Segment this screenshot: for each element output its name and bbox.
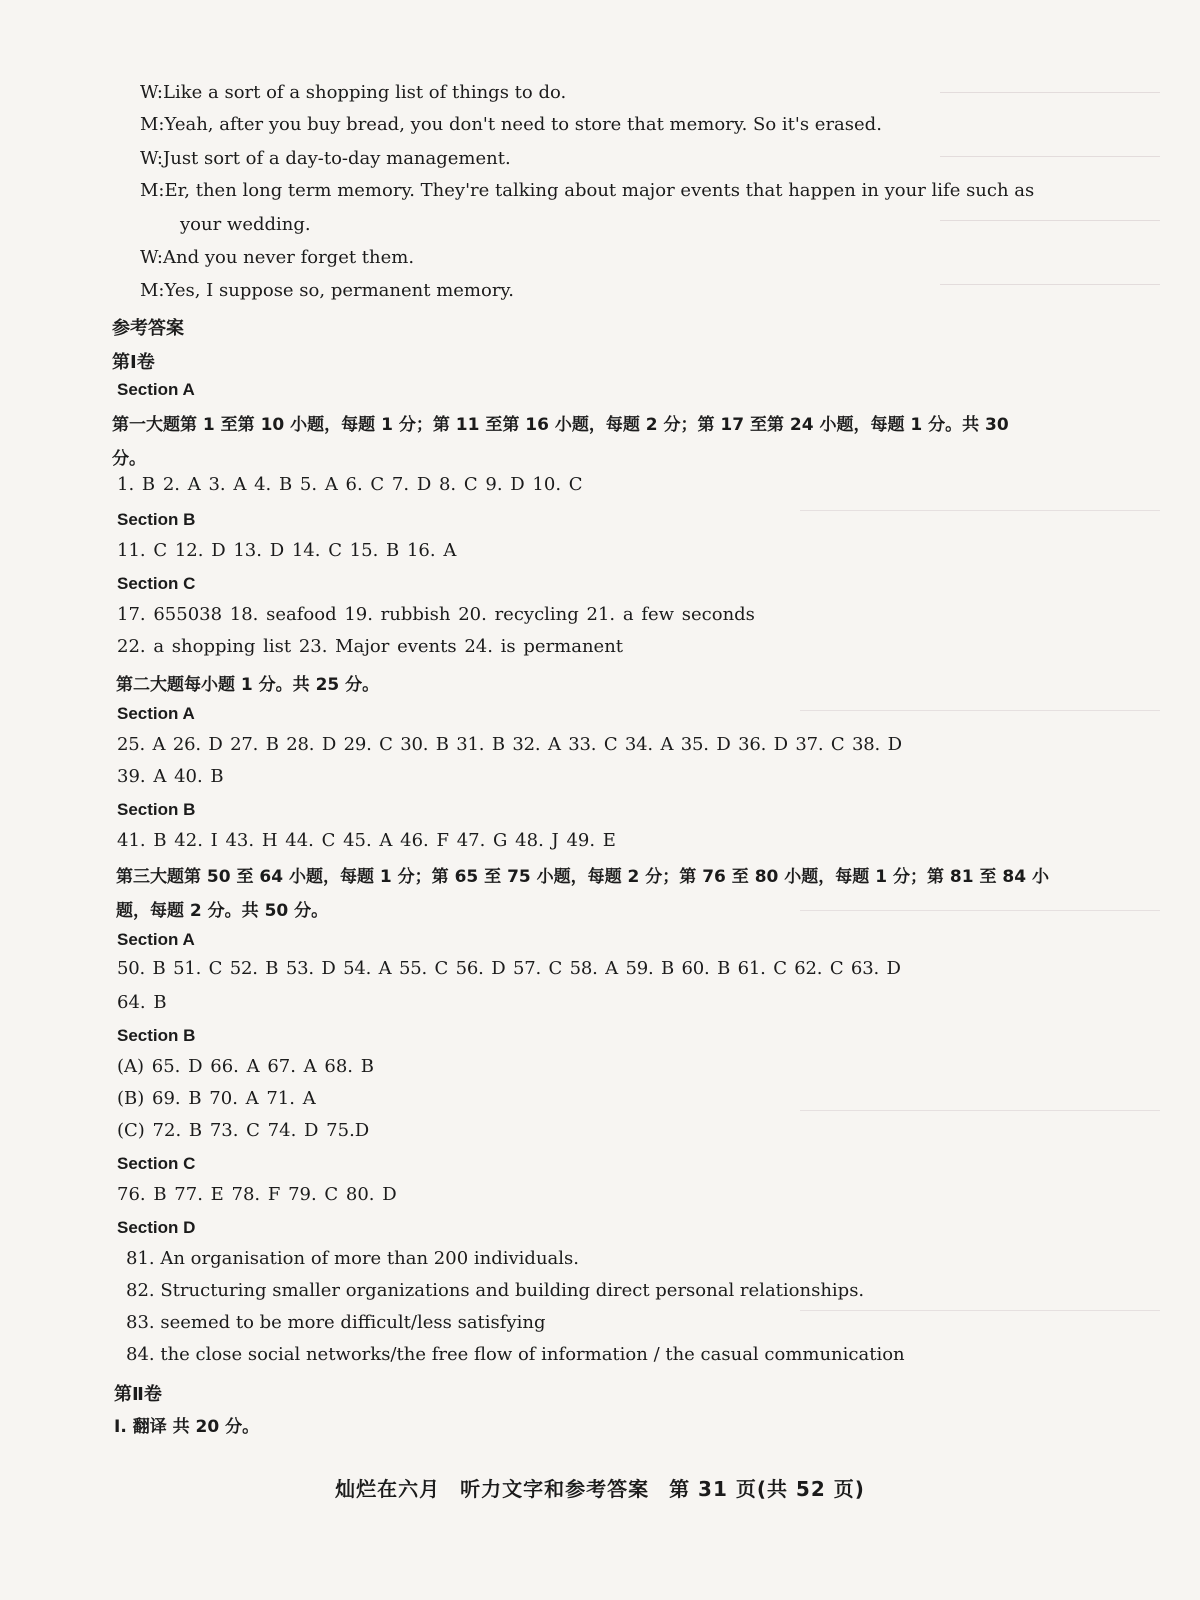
- answer-row: 76. B 77. E 78. F 79. C 80. D: [117, 1184, 397, 1205]
- page-footer: [0, 1473, 1200, 1502]
- dialogue-text: Yeah, after you buy bread, you don't need to store that memory. So it's erased.: [164, 114, 882, 135]
- section-heading: Section A: [117, 380, 195, 399]
- answer-row: 25. A 26. D 27. B 28. D 29. C 30. B 31. B 32. A 33. C 34. A 35. D 36. D 37. C 38. D: [117, 734, 902, 755]
- answer-row: 50. B 51. C 52. B 53. D 54. A 55. C 56. D 57. C 58. A 59. B 60. B 61. C 62. C 63. D: [117, 958, 901, 979]
- part-2-title: 第Ⅱ卷: [114, 1384, 162, 1405]
- section-heading: Section B: [117, 800, 196, 819]
- answer-row: (B) 69. B 70. A 71. A: [117, 1088, 316, 1109]
- answer-row: 22. a shopping list 23. Major events 24. is permanent: [117, 636, 624, 657]
- dialogue-text: Just sort of a day-to-day management.: [163, 148, 511, 169]
- answer-row: 11. C 12. D 13. D 14. C 15. B 16. A: [117, 540, 457, 561]
- dialogue-text: Like a sort of a shopping list of things to do.: [163, 82, 567, 103]
- scoring-note: 第一大题第 1 至第 10 小题，每题 1 分；第 11 至第 16 小题，每题 2 分；第 17 至第 24 小题，每题 1 分。共 30: [112, 415, 1009, 435]
- dialogue-line: [140, 148, 511, 169]
- answer-row: 83. seemed to be more difficult/less satisfying: [126, 1312, 546, 1333]
- answer-row: 64. B: [117, 992, 167, 1013]
- speaker-label: W:: [140, 82, 164, 103]
- answers-heading: 参考答案: [112, 318, 184, 339]
- footer-section: 听力文字和参考答案: [460, 1477, 650, 1501]
- answer-row: 17. 655038 18. seafood 19. rubbish 20. recycling 21. a few seconds: [117, 604, 755, 625]
- section-heading: Section B: [117, 1026, 196, 1045]
- footer-book-title: 灿烂在六月: [335, 1477, 441, 1501]
- dialogue-text: your wedding.: [180, 214, 311, 235]
- dialogue-line: [140, 180, 1034, 201]
- scoring-note: 第三大题第 50 至 64 小题，每题 1 分；第 65 至 75 小题，每题 2 分；第 76 至 80 小题，每题 1 分；第 81 至 84 小: [116, 867, 1049, 887]
- dialogue-line: [180, 214, 311, 235]
- speaker-label: M:: [140, 280, 165, 301]
- answer-row: 41. B 42. I 43. H 44. C 45. A 46. F 47. G 48. J 49. E: [117, 830, 616, 851]
- dialogue-line: [140, 247, 414, 268]
- dialogue-line: [140, 280, 514, 301]
- answer-row: 84. the close social networks/the free flow of information / the casual communication: [126, 1344, 905, 1365]
- translation-heading: Ⅰ. 翻译 共 20 分。: [114, 1417, 260, 1437]
- section-heading: Section C: [117, 574, 196, 593]
- section-heading: Section D: [117, 1218, 196, 1237]
- section-heading: Section A: [117, 930, 195, 949]
- part-1-title: 第Ⅰ卷: [112, 352, 155, 373]
- speaker-label: W:: [140, 148, 164, 169]
- section-heading: Section C: [117, 1154, 196, 1173]
- scoring-note: 第二大题每小题 1 分。共 25 分。: [116, 675, 380, 695]
- answer-row: 82. Structuring smaller organizations and building direct personal relationships.: [126, 1280, 865, 1301]
- answer-row: (A) 65. D 66. A 67. A 68. B: [117, 1056, 374, 1077]
- answer-row: 81. An organisation of more than 200 individuals.: [126, 1248, 579, 1269]
- dialogue-text: Er, then long term memory. They're talking about major events that happen in your life such as: [164, 180, 1035, 201]
- answer-row: 1. B 2. A 3. A 4. B 5. A 6. C 7. D 8. C 9. D 10. C: [117, 474, 583, 495]
- scoring-note: 题，每题 2 分。共 50 分。: [116, 901, 329, 921]
- speaker-label: W:: [140, 247, 164, 268]
- scoring-note: 分。: [112, 449, 146, 469]
- dialogue-text: And you never forget them.: [163, 247, 415, 268]
- answer-row: (C) 72. B 73. C 74. D 75.D: [117, 1120, 370, 1141]
- speaker-label: M:: [140, 114, 165, 135]
- answer-row: 39. A 40. B: [117, 766, 224, 787]
- dialogue-line: [140, 114, 882, 135]
- footer-page-number: 第 31 页(共 52 页): [669, 1477, 865, 1501]
- section-heading: Section B: [117, 510, 196, 529]
- section-heading: Section A: [117, 704, 195, 723]
- dialogue-text: Yes, I suppose so, permanent memory.: [164, 280, 514, 301]
- dialogue-line: [140, 82, 566, 103]
- speaker-label: M:: [140, 180, 165, 201]
